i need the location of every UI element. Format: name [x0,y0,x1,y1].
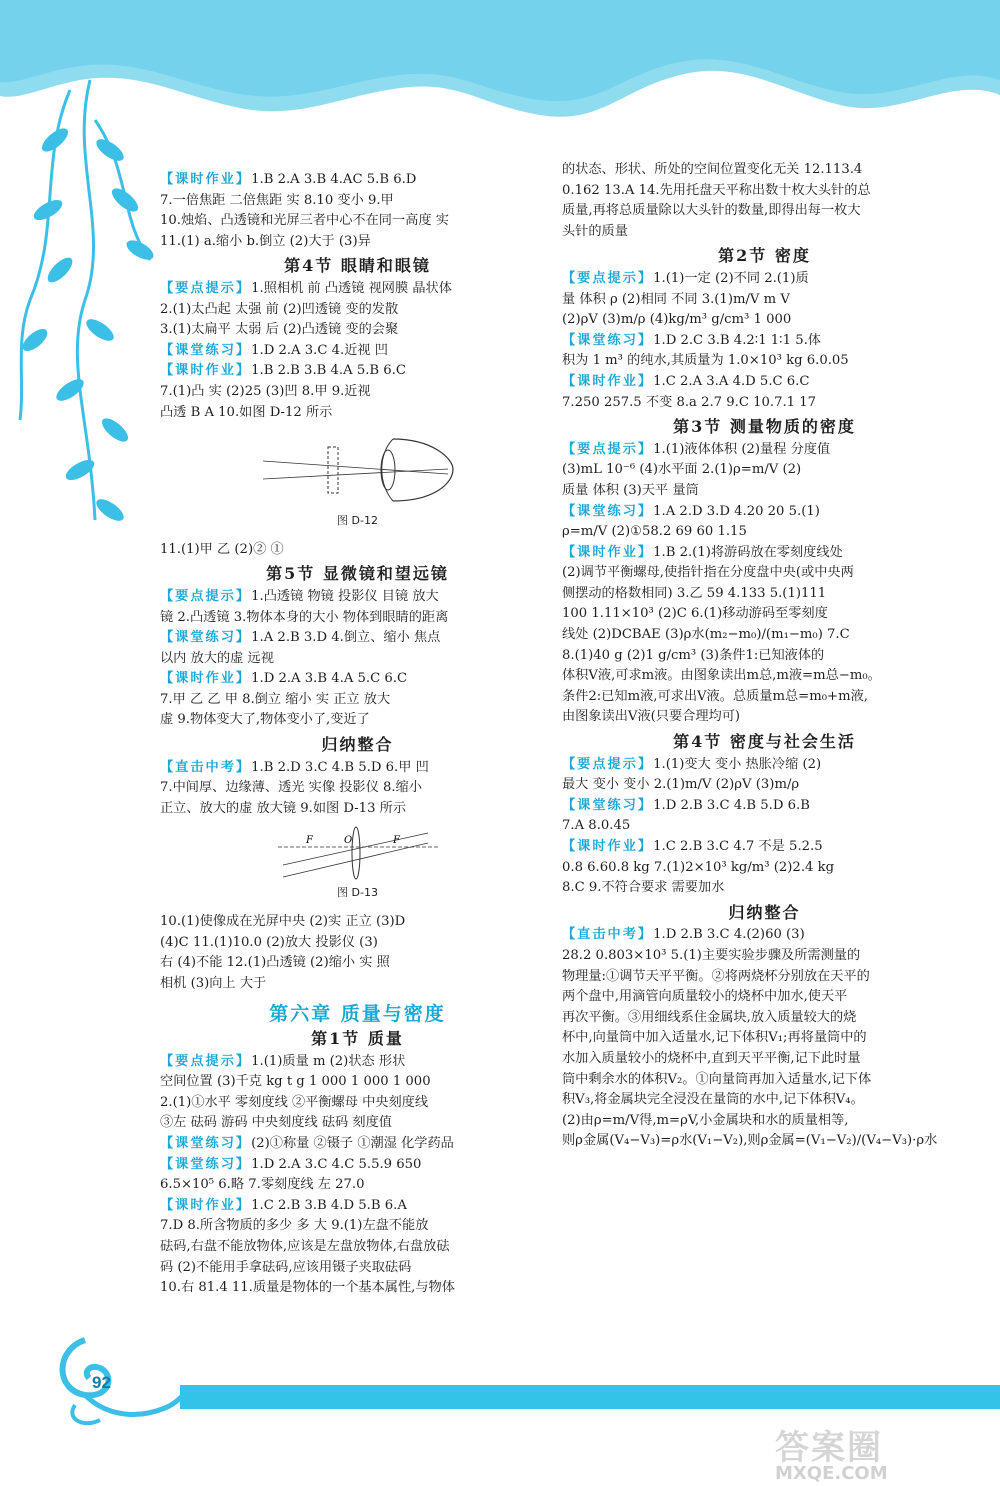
answer-line: 再次平衡。③用细线系住金属块,放入质量较大的烧 [562,1009,857,1025]
answer-line: (2)ρV (3)m/ρ (4)kg/m³ g/cm³ 1 000 [562,312,792,328]
answer-line: 砝码,右盘不能放物体,应该是左盘放物体,右盘放砝 [160,1238,450,1254]
answer-line: 物理量:①调节天平平衡。②将两烧杯分别放在天平的 [562,968,870,984]
answer-line: 【课时作业】1.B 2.(1)将游码放在零刻度线处 [562,544,843,560]
answer-line: (4)C 11.(1)10.0 (2)放大 投影仪 (3) [160,934,378,950]
swirl-decoration [45,1320,195,1430]
answer-line: 相机 (3)向上 大于 [160,975,267,991]
answer-line: 7.D 8.所含物质的多少 多 大 9.(1)左盘不能放 [160,1218,429,1234]
answer-line: 杯中,向量筒中加入适量水,记下体积V₁;再将量筒中的 [562,1030,867,1046]
answer-line: 【要点提示】1.(1)一定 (2)不同 2.(1)质 [562,270,809,286]
focus-label: F [305,835,313,847]
page-number: 92 [92,1373,111,1392]
answer-line: 0.162 13.A 14.先用托盘天平称出数十枚大头针的总 [562,182,871,198]
optical-center-label: O [343,835,352,847]
answer-line: 【课时作业】1.C 2.A 3.A 4.D 5.C 6.C [562,373,810,389]
answer-line: 【要点提示】1.(1)变大 变小 热胀冷缩 (2) [562,756,822,772]
answer-line: 8.(1)40 g (2)1 g/cm³ (3)条件1:已知液体的 [562,647,825,663]
answer-line: 8.C 9.不符合要求 需要加水 [562,880,725,896]
left-column [160,170,555,1299]
section-title: 第3节 测量物质的密度 [673,417,856,437]
answer-line: 空间位置 (3)千克 kg t g 1 000 1 000 1 000 [160,1074,431,1090]
answer-line: 【课堂练习】1.D 2.A 3.C 4.C 5.5.9 650 [160,1156,422,1172]
answer-line: (3)mL 10⁻⁶ (4)水平面 2.(1)ρ=m/V (2) [562,462,802,478]
chapter-title: 第六章 质量与密度 [269,1003,446,1026]
answer-line: 两个盘中,用滴管向质量较小的烧杯中加水,使天平 [562,989,848,1005]
answer-line: 镜 2.凸透镜 3.物体本身的大小 物体到眼睛的距离 [160,609,449,625]
eye-diagram-d12 [258,429,458,509]
answer-line: 虚 9.物体变大了,物体变小了,变近了 [160,712,370,728]
answer-line: 质量 体积 (3)天平 量筒 [562,482,699,498]
answer-line: 100 1.11×10³ (2)C 6.(1)移动游码至零刻度 [562,606,828,622]
answer-line: 线处 (2)DCBAE (3)ρ水(m₂−m₀)/(m₁−m₀) 7.C [562,627,850,643]
answer-line: 量 体积 ρ (2)相同 不同 3.(1)m/V m V [562,291,790,307]
watermark [775,1420,975,1484]
answer-line: 由图象读出V液(只要合理均可) [562,709,741,725]
tag-label: 【课时作业】 [160,172,252,187]
footer-bar [180,1385,1000,1409]
answer-line: 筒中剩余水的体积V₂。①向量筒再加入适量水,记下体 [562,1071,872,1087]
answer-line: 【直击中考】1.D 2.B 3.C 4.(2)60 (3) [562,927,805,943]
figure-caption: 图 D-12 [337,514,378,528]
answer-line: 积为 1 m³ 的纯水,其质量为 1.0×10³ kg 6.0.05 [562,353,849,369]
answer-line: 质量,再将总质量除以大头针的数量,即得出每一枚大 [562,203,861,219]
watermark-url: MXQE.COM [775,1463,888,1484]
answer-line: 【课堂练习】1.D 2.C 3.B 4.2∶1 1∶1 5.体 [562,332,821,348]
answer-line: 【要点提示】1.照相机 前 凸透镜 视网膜 晶状体 [160,280,452,296]
answer-line: (2)由ρ=m/V得,m=ρV,小金属块和水的质量相等, [562,1112,849,1128]
answer-line: ③左 砝码 游码 中央刻度线 砝码 刻度值 [160,1115,392,1131]
section-title: 第5节 显微镜和望远镜 [266,564,449,584]
right-column [562,160,967,1152]
answer-line: ρ=m/V (2)①58.2 69 60 1.15 [562,524,747,540]
answer-line: 7.中间厚、边缘薄、透光 实像 投影仪 8.缩小 [160,780,422,796]
answer-line: 7.一倍焦距 二倍焦距 实 8.10 变小 9.甲 [160,192,394,208]
answer-line: 【直击中考】1.B 2.D 3.C 4.B 5.D 6.甲 凹 [160,759,429,775]
answer-line: 水加入质量较小的烧杯中,直到天平平衡,记下此时量 [562,1050,861,1066]
answer-line: 7.250 257.5 不变 8.a 2.7 9.C 10.7.1 17 [562,394,817,410]
answer-line: 0.8 6.60.8 kg 7.(1)2×10³ kg/m³ (2)2.4 kg [562,859,835,875]
answer-line: 正立、放大的虚 放大镜 9.如图 D-13 所示 [160,800,407,816]
answer-line: 则ρ金属(V₄−V₃)=ρ水(V₁−V₂),则ρ金属=(V₁−V₂)/(V₄−V₃)·ρ水 [562,1133,938,1149]
answer-line: (2)调节平衡螺母,使指针指在分度盘中央(或中央两 [562,565,854,581]
section-title: 第1节 质量 [311,1029,404,1048]
answer-line: 【课堂练习】(2)①称量 ②镊子 ①潮湿 化学药品 [160,1135,454,1151]
focus-label: F [392,835,400,847]
answer-line: 28.2 0.803×10³ 5.(1)主要实验步骤及所需测量的 [562,947,861,963]
answer-line: 码 (2)不能用手拿砝码,应该用镊子夹取砝码 [160,1259,412,1275]
answer-line: 3.(1)太扁平 太弱 后 (2)凸透镜 变的会聚 [160,322,399,338]
answer-line: 【要点提示】1.(1)质量 m (2)状态 形状 [160,1053,406,1069]
answer-line: 积V₃,将金属块完全浸没在量筒的水中,记下体积V₄。 [562,1092,864,1108]
answer-line: 头针的质量 [562,223,628,239]
answer-line: 7.(1)凸 实 (2)25 (3)凹 8.甲 9.近视 [160,383,371,399]
answer-line: 【要点提示】1.凸透镜 物镜 投影仪 目镜 放大 [160,588,439,604]
answer-line: 7.甲 乙 乙 甲 8.倒立 缩小 实 正立 放大 [160,691,391,707]
answer-line: 右 (4)不能 12.(1)凸透镜 (2)缩小 实 照 [160,955,390,971]
answer-line: 【课堂练习】1.A 2.B 3.D 4.倒立、缩小 焦点 [160,630,441,646]
answer-line: 条件2:已知m液,可求出V液。总质量m总=m₀+m液, [562,688,868,704]
answer-line: 凸透 B A 10.如图 D-12 所示 [160,404,333,420]
answer-line: 【课堂练习】1.D 2.A 3.C 4.近视 凹 [160,342,388,358]
answer-line: 最大 变小 变小 2.(1)m/V (2)ρV (3)m/ρ [562,777,800,793]
answer-line: 10.右 81.4 11.质量是物体的一个基本属性,与物体 [160,1280,455,1296]
answer-line: 体积V液,可求m液。由图象读出m总,m液=m总−m₀。 [562,668,881,684]
answer-line: 【课堂练习】1.A 2.D 3.D 4.20 20 5.(1) [562,503,820,519]
answer-line: 【课时作业】1.C 2.B 3.B 4.D 5.B 6.A [160,1197,407,1213]
answer-line: 6.5×10⁵ 6.略 7.零刻度线 左 27.0 [160,1177,365,1193]
answer-line: 10.(1)使像成在光屏中央 (2)实 正立 (3)D [160,914,406,930]
answer-line: 侧摆动的格数相同) 3.乙 59 4.133 5.(1)111 [562,585,827,601]
figure-caption: 图 D-13 [337,886,378,900]
section-title: 第2节 密度 [718,246,811,266]
answer-line: 以内 放大的虚 远视 [160,650,274,666]
answer-line: 【要点提示】1.(1)液体体积 (2)量程 分度值 [562,441,831,457]
watermark-text: 答案圈 [775,1428,883,1468]
answer-line: 11.(1) a.缩小 b.倒立 (2)大于 (3)异 [160,233,371,249]
answer-line: 10.烛焰、凸透镜和光屏三者中心不在同一高度 实 [160,213,449,229]
answer-line: 【课时作业】1.D 2.A 3.B 4.A 5.C 6.C [160,671,408,687]
section-title: 第4节 密度与社会生活 [673,732,856,752]
answer-line: 的状态、形状、所处的空间位置变化无关 12.113.4 [562,162,863,177]
section-title: 归纳整合 [728,902,801,922]
answer-line: 【课堂练习】1.D 2.B 3.C 4.B 5.D 6.B [562,797,810,813]
answer-line: 【课时作业】1.B 2.A 3.B 4.AC 5.B 6.D [160,172,417,187]
answer-line: 【课时作业】1.C 2.B 3.C 4.7 不是 5.2.5 [562,839,823,854]
answer-line: 2.(1)太凸起 太强 前 (2)凹透镜 变的发散 [160,301,399,317]
section-title: 第4节 眼睛和眼镜 [284,256,431,276]
answer-line: 【课时作业】1.B 2.B 3.B 4.A 5.B 6.C [160,363,406,379]
answer-line: 2.(1)①水平 零刻度线 ②平衡螺母 中央刻度线 [160,1094,429,1110]
lens-diagram-d13 [278,825,438,881]
answer-line: 11.(1)甲 乙 (2)② ① [160,541,284,557]
section-title: 归纳整合 [321,735,394,755]
answer-line: 7.A 8.0.45 [562,818,631,834]
